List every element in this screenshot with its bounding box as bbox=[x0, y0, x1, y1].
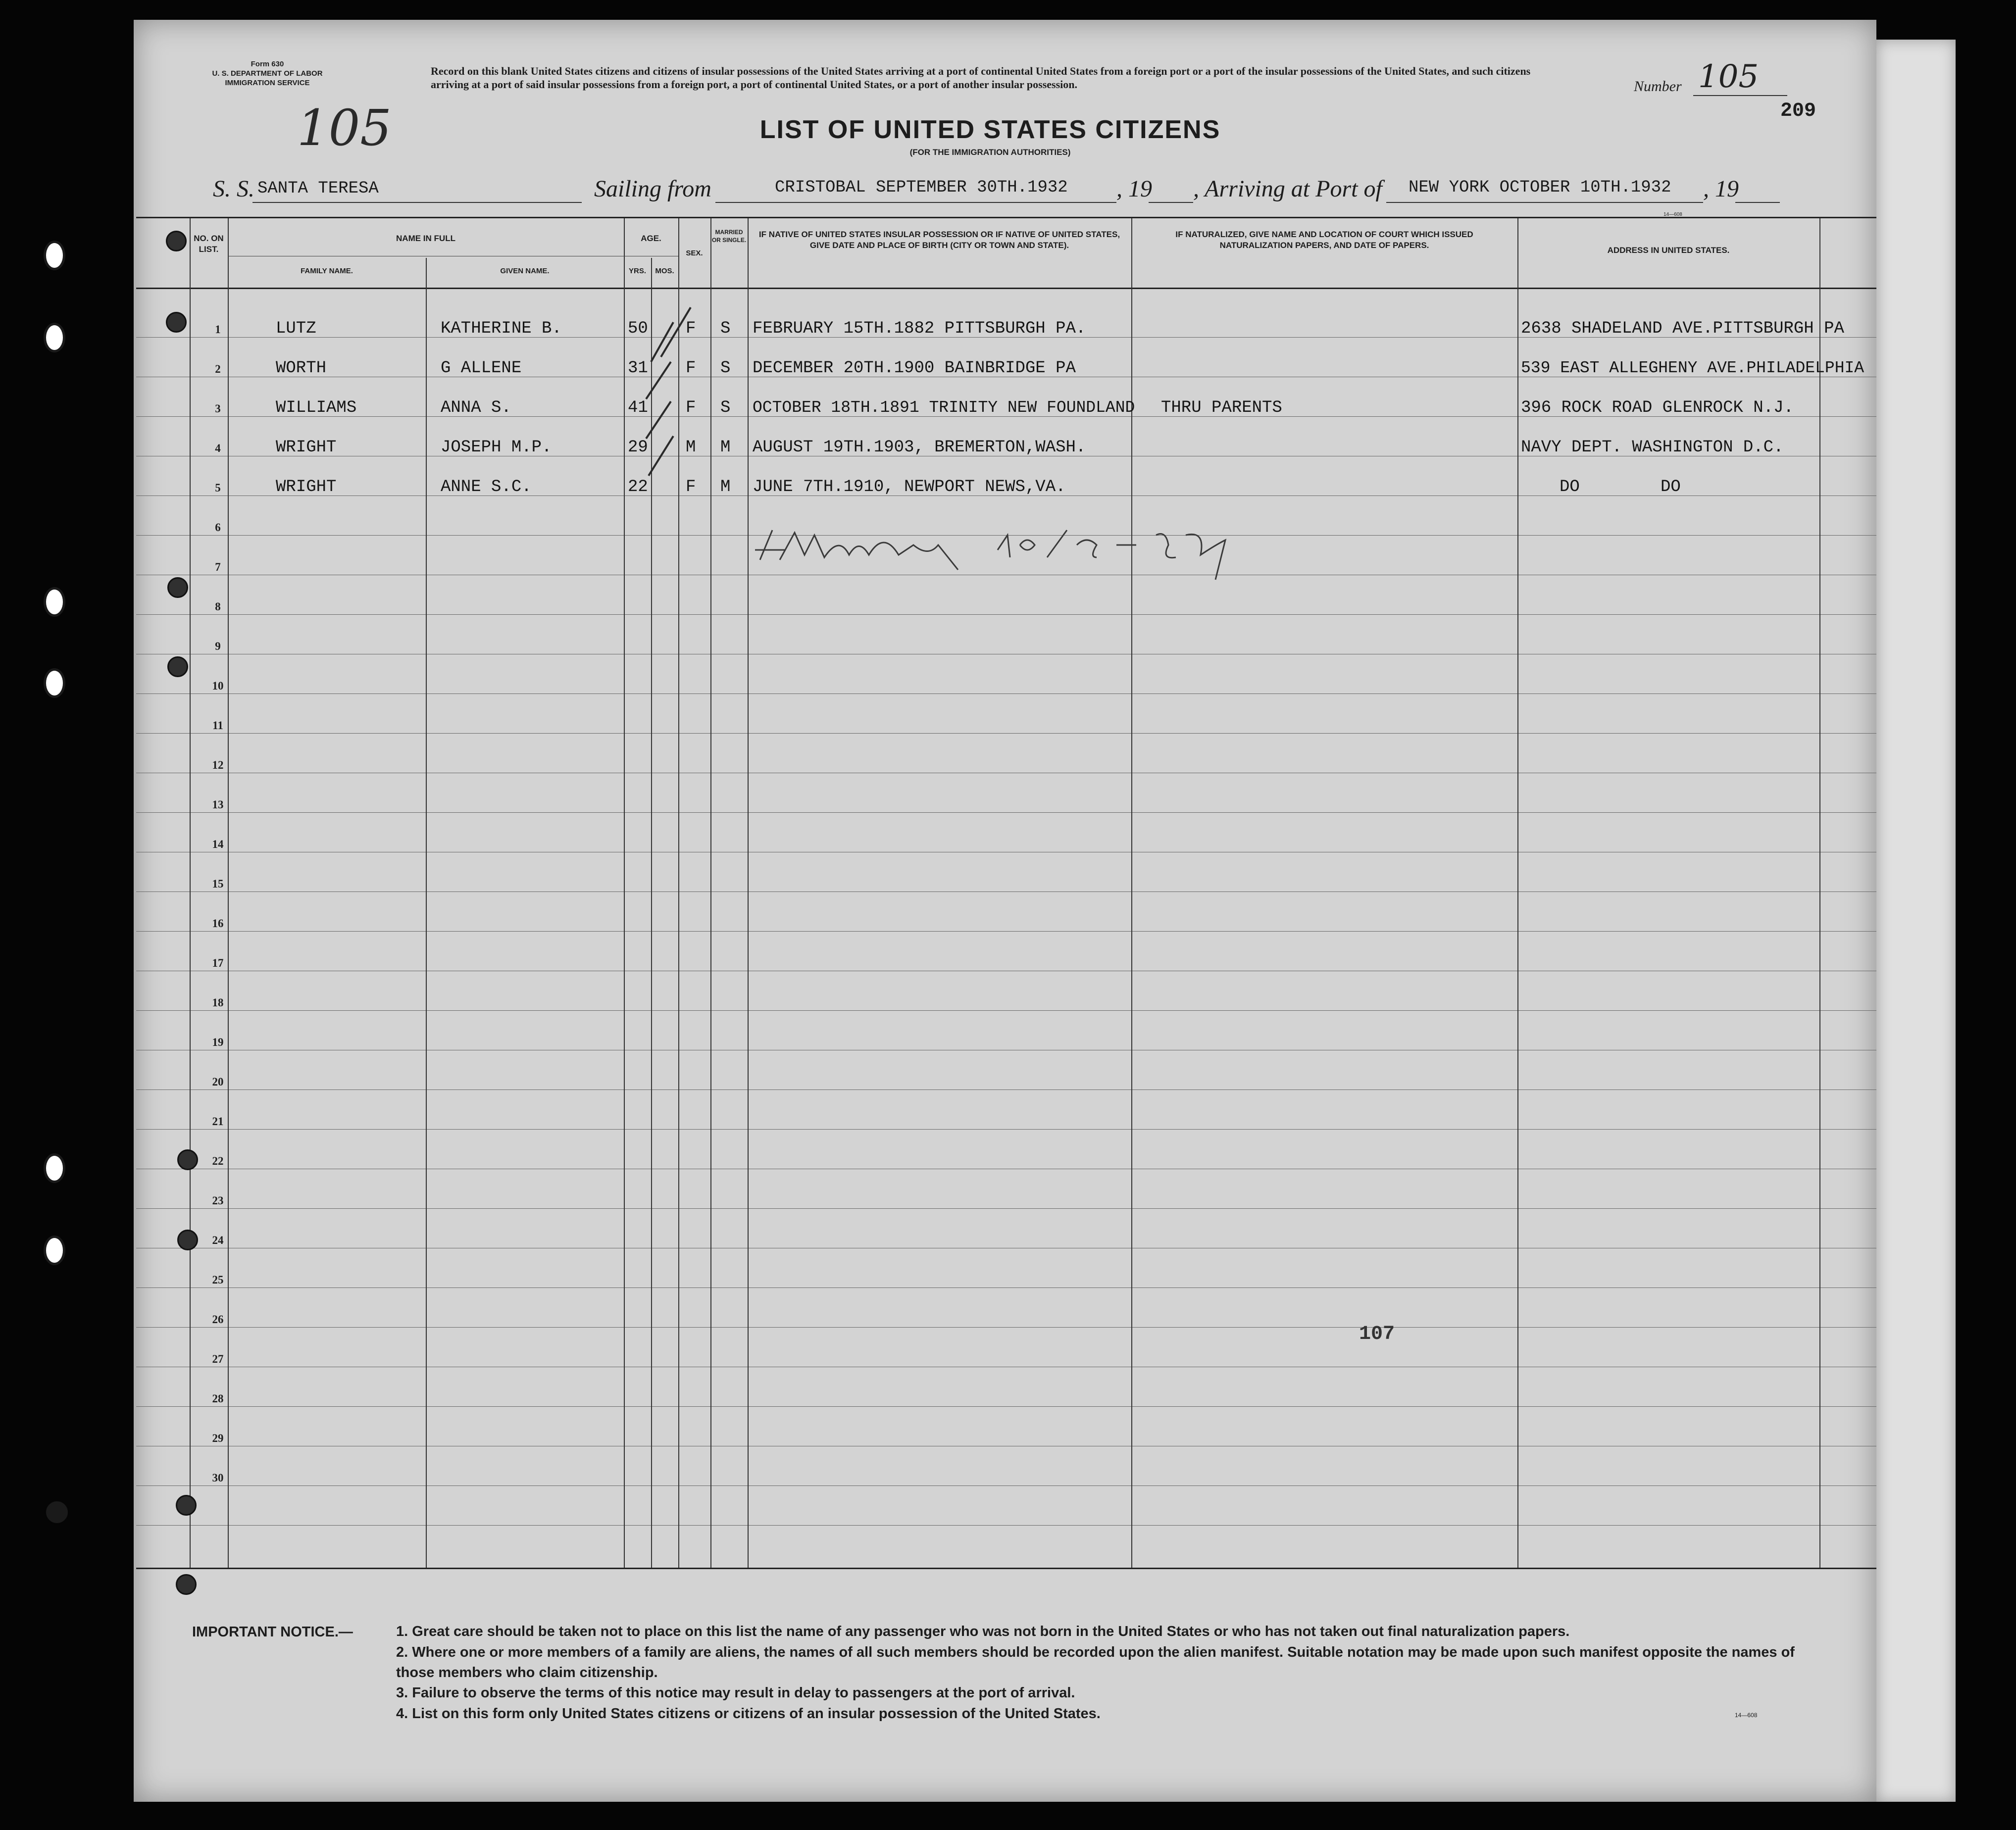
row-rule bbox=[136, 1525, 1876, 1526]
row-number: 30 bbox=[212, 1472, 224, 1484]
row-rule bbox=[136, 1287, 1876, 1288]
row-number: 26 bbox=[212, 1313, 224, 1326]
row-rule bbox=[136, 1406, 1876, 1407]
birth-cell: AUGUST 19TH.1903, BREMERTON,WASH. bbox=[753, 438, 1086, 457]
arriving-fill-line bbox=[1386, 202, 1703, 203]
adjacent-page-strip bbox=[1876, 40, 1956, 1802]
row-number: 18 bbox=[212, 996, 224, 1009]
header-married-or-single: MARRIED OR SINGLE. bbox=[711, 229, 747, 244]
notice-item: 4. List on this form only United States citizens or citizens of an insular possession of the United States. bbox=[396, 1706, 1101, 1722]
row-number: 3 bbox=[215, 402, 221, 415]
header-birth: IF NATIVE OF UNITED STATES INSULAR POSSESSION OR IF NATIVE OF UNITED STATES, GIVE DATE AND PLACE OF BIRTH (CITY OR TOWN AND STATE). bbox=[758, 230, 1120, 250]
row-rule bbox=[136, 1089, 1876, 1090]
row-number: 5 bbox=[215, 482, 221, 494]
row-rule bbox=[136, 812, 1876, 813]
row-number: 29 bbox=[212, 1432, 224, 1444]
column-rule bbox=[624, 218, 625, 1568]
column-rule bbox=[710, 218, 711, 1568]
record-note: Record on this blank United States citizens and citizens of insular possessions of the United States arriving at a port of continental United States from a foreign port or a port of the insular possessions of the United States, and such citizens arriving at a port of said insular possessions from a foreign port, a port of continental United States, or a port of another insular possession. bbox=[431, 65, 1531, 91]
family-name-cell: WRIGHT bbox=[276, 478, 337, 496]
binding-rivet bbox=[177, 1149, 198, 1170]
column-rule bbox=[426, 258, 427, 1568]
form-header bbox=[183, 59, 352, 88]
column-rule bbox=[1819, 218, 1820, 1568]
row-number: 19 bbox=[212, 1036, 224, 1048]
stamped-number: 107 bbox=[1359, 1323, 1395, 1345]
row-number: 8 bbox=[215, 600, 221, 613]
binding-rivet bbox=[166, 312, 187, 333]
signature-scrawl bbox=[750, 515, 1295, 585]
age-cell: 22 bbox=[628, 478, 648, 496]
address-cell: NAVY DEPT. WASHINGTON D.C. bbox=[1521, 438, 1784, 457]
row-number: 6 bbox=[215, 521, 221, 534]
marital-cell: M bbox=[720, 438, 731, 457]
page-subtitle: (FOR THE IMMIGRATION AUTHORITIES) bbox=[909, 148, 1071, 157]
row-number: 15 bbox=[212, 878, 224, 890]
row-number: 24 bbox=[212, 1234, 224, 1246]
punch-hole bbox=[44, 1153, 65, 1183]
birth-cell: OCTOBER 18TH.1891 TRINITY NEW FOUNDLAND bbox=[753, 398, 1135, 417]
row-number: 16 bbox=[212, 917, 224, 930]
given-name-cell: JOSEPH M.P. bbox=[441, 438, 552, 457]
column-rule bbox=[1517, 218, 1518, 1568]
service-name: IMMIGRATION SERVICE bbox=[225, 79, 310, 87]
arriving-label: , Arriving at Port of bbox=[1193, 176, 1382, 202]
row-number: 10 bbox=[212, 680, 224, 692]
birth-cell: JUNE 7TH.1910, NEWPORT NEWS,VA. bbox=[753, 478, 1066, 496]
given-name-cell: ANNE S.C. bbox=[441, 478, 532, 496]
form-code: 14—608 bbox=[1735, 1712, 1758, 1719]
year-fill-line-1 bbox=[1149, 202, 1193, 203]
header-address: ADDRESS IN UNITED STATES. bbox=[1607, 246, 1730, 255]
address-cell: 2638 SHADELAND AVE.PITTSBURGH PA bbox=[1521, 319, 1844, 338]
address-cell: DO DO bbox=[1560, 478, 1681, 496]
header-sex: SEX. bbox=[686, 249, 703, 257]
row-number: 21 bbox=[212, 1115, 224, 1128]
row-rule bbox=[136, 1327, 1876, 1328]
marital-cell: S bbox=[720, 359, 731, 378]
row-number: 7 bbox=[215, 561, 221, 573]
header-naturalized: IF NATURALIZED, GIVE NAME AND LOCATION OF COURT WHICH ISSUED NATURALIZATION PAPERS, AND DATE OF PAPERS. bbox=[1175, 230, 1473, 250]
given-name-cell: KATHERINE B. bbox=[441, 319, 562, 338]
row-number: 28 bbox=[212, 1392, 224, 1405]
row-number: 4 bbox=[215, 442, 221, 454]
naturalized-cell: THRU PARENTS bbox=[1161, 398, 1282, 417]
binding-rivet bbox=[176, 1495, 197, 1516]
binding-rivet bbox=[167, 656, 188, 677]
row-rule bbox=[136, 1485, 1876, 1486]
age-cell: 41 bbox=[628, 398, 648, 417]
header-no-on-list: NO. ON LIST. bbox=[194, 234, 224, 254]
family-name-cell: WILLIAMS bbox=[276, 398, 357, 417]
row-number: 25 bbox=[212, 1274, 224, 1286]
family-name-cell: WRIGHT bbox=[276, 438, 337, 457]
column-rule bbox=[748, 218, 749, 1568]
row-rule bbox=[136, 891, 1876, 892]
year-label-1: , 19 bbox=[1116, 176, 1152, 202]
sex-cell: F bbox=[686, 478, 696, 496]
marital-cell: S bbox=[720, 319, 731, 338]
header-family-name: FAMILY NAME. bbox=[301, 267, 353, 275]
row-number: 22 bbox=[212, 1155, 224, 1167]
number-value: 105 bbox=[1698, 58, 1759, 95]
header-name-in-full: NAME IN FULL bbox=[396, 234, 455, 243]
row-number: 17 bbox=[212, 957, 224, 969]
punch-hole bbox=[44, 587, 65, 617]
header-separator bbox=[136, 288, 1876, 289]
ship-name: SANTA TERESA bbox=[257, 179, 379, 198]
handwritten-number: 105 bbox=[297, 99, 392, 157]
page-number: 209 bbox=[1780, 100, 1816, 122]
marital-cell: M bbox=[720, 478, 731, 496]
year-fill-line-2 bbox=[1735, 202, 1780, 203]
passenger-table bbox=[136, 217, 1876, 1569]
binding-rivet bbox=[177, 1230, 198, 1250]
sex-cell: M bbox=[686, 438, 696, 457]
row-number: 12 bbox=[212, 759, 224, 771]
sex-cell: F bbox=[686, 319, 696, 338]
row-rule bbox=[136, 693, 1876, 694]
row-number: 14 bbox=[212, 838, 224, 850]
notice-item: 3. Failure to observe the terms of this notice may result in delay to passengers at the port of arrival. bbox=[396, 1685, 1075, 1701]
row-number: 1 bbox=[215, 323, 221, 336]
given-name-cell: ANNA S. bbox=[441, 398, 511, 417]
punch-hole bbox=[44, 668, 65, 698]
header-yrs: YRS. bbox=[628, 267, 646, 275]
age-cell: 31 bbox=[628, 359, 648, 378]
row-rule bbox=[136, 614, 1876, 615]
age-cell: 29 bbox=[628, 438, 648, 457]
punch-hole bbox=[44, 323, 65, 352]
punch-hole bbox=[44, 1236, 65, 1265]
row-number: 20 bbox=[212, 1076, 224, 1088]
ship-fill-line bbox=[252, 202, 582, 203]
row-number: 23 bbox=[212, 1194, 224, 1207]
header-age: AGE. bbox=[641, 234, 661, 243]
row-rule bbox=[136, 1129, 1876, 1130]
family-name-cell: LUTZ bbox=[276, 319, 316, 338]
row-number: 27 bbox=[212, 1353, 224, 1365]
ship-label: S. S. bbox=[213, 176, 254, 202]
row-rule bbox=[136, 733, 1876, 734]
number-line bbox=[1693, 95, 1787, 96]
row-number: 11 bbox=[212, 719, 223, 732]
form-number: Form 630 bbox=[251, 60, 284, 68]
row-number: 2 bbox=[215, 363, 221, 375]
notice-item: 2. Where one or more members of a family are aliens, the names of all such members should be recorded upon the alien manifest. Suitable notation may be made upon such manifest opposite the names of those members who claim citizenship. bbox=[396, 1644, 1795, 1681]
binding-rivet bbox=[166, 231, 187, 251]
page-title: LIST OF UNITED STATES CITIZENS bbox=[759, 115, 1221, 144]
arriving-value: NEW YORK OCTOBER 10TH.1932 bbox=[1409, 178, 1671, 197]
printer-mark: 14—608 bbox=[1663, 212, 1682, 217]
check-marks bbox=[631, 288, 701, 505]
birth-cell: FEBRUARY 15TH.1882 PITTSBURGH PA. bbox=[753, 319, 1086, 338]
sex-cell: F bbox=[686, 398, 696, 417]
binding-rivet bbox=[176, 1574, 197, 1595]
family-name-cell: WORTH bbox=[276, 359, 327, 378]
notice-item: 1. Great care should be taken not to place on this list the name of any passenger who was not born in the United States or who has not taken out final naturalization papers. bbox=[396, 1624, 1570, 1639]
row-rule bbox=[136, 1208, 1876, 1209]
punch-hole bbox=[44, 241, 65, 270]
notice-label: IMPORTANT NOTICE.— bbox=[192, 1624, 353, 1640]
address-cell: 396 ROCK ROAD GLENROCK N.J. bbox=[1521, 398, 1794, 417]
year-label-2: , 19 bbox=[1703, 176, 1739, 202]
punch-hole bbox=[45, 1500, 69, 1525]
header-given-name: GIVEN NAME. bbox=[500, 267, 550, 275]
row-rule bbox=[136, 1010, 1876, 1011]
row-number: 9 bbox=[215, 640, 221, 652]
row-rule bbox=[136, 931, 1876, 932]
given-name-cell: G ALLENE bbox=[441, 359, 522, 378]
birth-cell: DECEMBER 20TH.1900 BAINBRIDGE PA bbox=[753, 359, 1076, 378]
sailing-label: Sailing from bbox=[594, 176, 711, 202]
column-rule bbox=[1131, 218, 1132, 1568]
age-cell: 50 bbox=[628, 319, 648, 338]
address-cell: 539 EAST ALLEGHENY AVE.PHILADELPHIA bbox=[1521, 359, 1865, 377]
row-number: 13 bbox=[212, 798, 224, 811]
department-name: U. S. DEPARTMENT OF LABOR bbox=[212, 69, 323, 78]
sailing-value: CRISTOBAL SEPTEMBER 30TH.1932 bbox=[775, 178, 1068, 197]
sailing-fill-line bbox=[715, 202, 1116, 203]
marital-cell: S bbox=[720, 398, 731, 417]
number-label: Number bbox=[1634, 78, 1682, 95]
binding-rivet bbox=[167, 577, 188, 598]
header-mos: MOS. bbox=[655, 267, 674, 275]
sex-cell: F bbox=[686, 359, 696, 378]
